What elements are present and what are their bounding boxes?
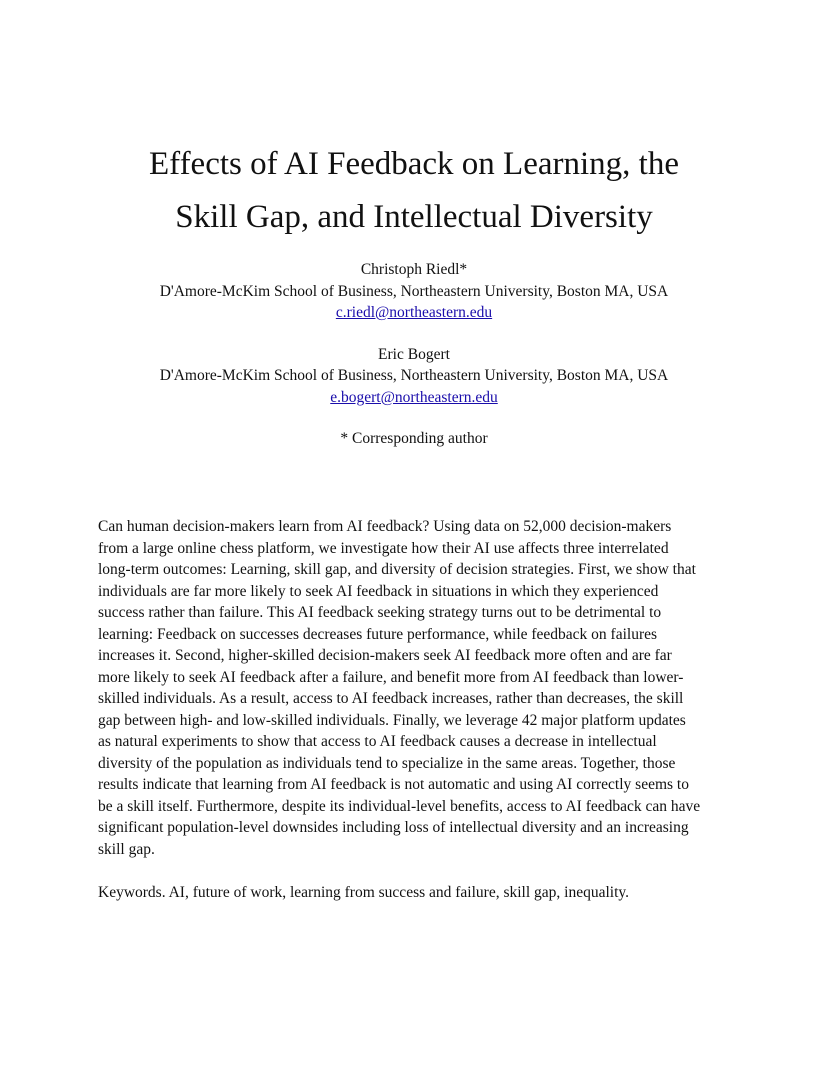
abstract-line: learning: Feedback on successes decreases future performance, while feedback on failures <box>98 625 658 643</box>
author-email-link[interactable]: c.riedl@northeastern.edu <box>335 304 493 321</box>
abstract <box>98 516 738 860</box>
abstract-line: more likely to seek AI feedback after a failure, and benefit more from AI feedback than lower- <box>98 668 684 686</box>
abstract-line: skill gap. <box>98 840 155 858</box>
author-list <box>60 259 768 450</box>
author-block-riedl <box>60 259 768 324</box>
abstract-line: diversity of the population as individuals tend to specialize in the same areas. Together, those <box>98 754 676 772</box>
abstract-line: long-term outcomes: Learning, skill gap, and diversity of decision strategies. First, we show that <box>98 561 696 578</box>
abstract-line: individuals are far more likely to seek AI feedback in situations in which they experienced <box>98 582 659 600</box>
corresponding-author-note: * Corresponding author <box>340 430 488 447</box>
abstract-line: as natural experiments to show that access to AI feedback causes a decrease in intellectual <box>98 733 657 750</box>
abstract-line: be a skill itself. Furthermore, despite its individual-level benefits, access to AI feedback can have <box>98 797 701 815</box>
keywords: Keywords. AI, future of work, learning from success and failure, skill gap, inequality. <box>98 884 630 901</box>
abstract-line: success rather than failure. This AI feedback seeking strategy turns out to be detrimental to <box>98 604 662 621</box>
author-affiliation: D'Amore-McKim School of Business, Northeastern University, Boston MA, USA <box>159 282 669 300</box>
author-affiliation: D'Amore-McKim School of Business, Northeastern University, Boston MA, USA <box>159 367 669 384</box>
author-email-link[interactable]: e.bogert@northeastern.edu <box>330 388 498 406</box>
paper-title <box>60 138 768 244</box>
author-name: Eric Bogert <box>378 345 450 363</box>
abstract-line: increases it. Second, higher-skilled decision-makers seek AI feedback more often and are far <box>98 647 672 664</box>
abstract-line: significant population-level downsides including loss of intellectual diversity and an increasing <box>98 819 689 836</box>
abstract-line: from a large online chess platform, we investigate how their AI use affects three interrelated <box>98 539 669 557</box>
author-block-bogert <box>60 344 768 409</box>
abstract-line: results indicate that learning from AI feedback is not automatic and using AI correctly seems to <box>98 776 689 793</box>
abstract-line: Can human decision-makers learn from AI feedback? Using data on 52,000 decision-makers <box>98 518 672 535</box>
title-line-1: Effects of AI Feedback on Learning, the <box>149 146 679 182</box>
title-line-2: Skill Gap, and Intellectual Diversity <box>175 199 653 235</box>
author-name: Christoph Riedl* <box>360 261 468 278</box>
abstract-line: gap between high- and low-skilled individuals. Finally, we leverage 42 major platform updates <box>98 711 686 729</box>
abstract-line: skilled individuals. As a result, access to AI feedback increases, rather than decreases, the skill <box>98 690 684 707</box>
